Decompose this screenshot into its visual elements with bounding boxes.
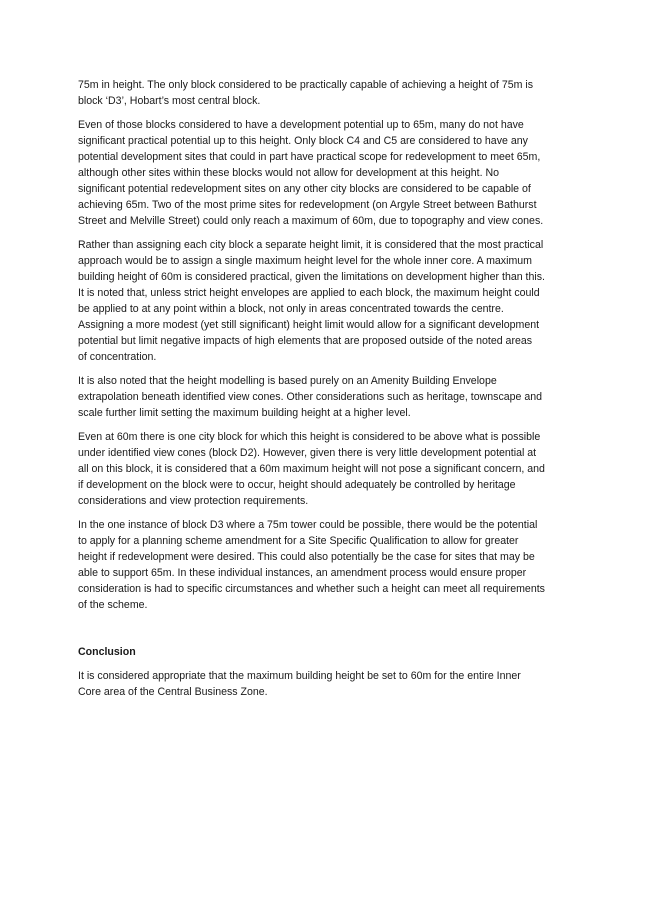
paragraph-block-d2 bbox=[78, 429, 578, 509]
text-line: extrapolation beneath identified view cones. Other considerations such as heritage, townscape and bbox=[78, 391, 543, 403]
text-line: scale further limit setting the maximum building height at a higher level. bbox=[78, 407, 411, 419]
text-line: although other sites within these blocks would not allow for development at this height. No bbox=[78, 167, 500, 179]
text-line: Even of those blocks considered to have a development potential up to 65m, many do not have bbox=[78, 119, 524, 131]
text-line: under identified view cones (block D2). However, given there is very little development potential at bbox=[78, 447, 537, 459]
paragraph-height-modelling bbox=[78, 373, 578, 421]
text-line: achieving 65m. Two of the most prime sites for redevelopment (on Argyle Street between Bathurst bbox=[78, 199, 537, 211]
text-line: potential development sites that could in part have practical scope for redevelopment to meet 65m, bbox=[78, 151, 541, 163]
text-line: of the scheme. bbox=[78, 599, 148, 611]
text-line: significant potential redevelopment sites on any other city blocks are considered to be capable of bbox=[78, 183, 531, 195]
text-line: able to support 65m. In these individual instances, an amendment process would ensure proper bbox=[78, 567, 527, 579]
conclusion-heading: Conclusion bbox=[78, 646, 136, 658]
text-line: of concentration. bbox=[78, 351, 157, 363]
text-line: In the one instance of block D3 where a 75m tower could be possible, there would be the potential bbox=[78, 519, 538, 531]
text-line: It is considered appropriate that the maximum building height be set to 60m for the entire Inner bbox=[78, 670, 521, 682]
text-line: significant practical potential up to this height. Only block C4 and C5 are considered to have any bbox=[78, 135, 528, 147]
text-line: Street and Melville Street) could only reach a maximum of 60m, due to topography and view cones. bbox=[78, 215, 544, 227]
text-line: to apply for a planning scheme amendment for a Site Specific Qualification to allow for greater bbox=[78, 535, 519, 547]
text-line: building height of 60m is considered practical, given the limitations on development higher than this. bbox=[78, 271, 545, 283]
text-line: Even at 60m there is one city block for which this height is considered to be above what is possible bbox=[78, 431, 541, 443]
paragraph-height-intro bbox=[78, 77, 578, 109]
text-line: It is noted that, unless strict height envelopes are applied to each block, the maximum height could bbox=[78, 287, 540, 299]
text-line: considerations and view protection requirements. bbox=[78, 495, 309, 507]
document-body bbox=[78, 77, 578, 708]
paragraph-single-height-limit bbox=[78, 237, 578, 365]
paragraph-block-d3-amendment bbox=[78, 517, 578, 613]
text-line: Core area of the Central Business Zone. bbox=[78, 686, 268, 698]
text-line: block ‘D3’, Hobart’s most central block. bbox=[78, 95, 261, 107]
text-line: potential but limit negative impacts of high elements that are proposed outside of the noted areas bbox=[78, 335, 533, 347]
text-line: Assigning a more modest (yet still significant) height limit would allow for a significant development bbox=[78, 319, 540, 331]
text-line: if development on the block were to occur, height should adequately be controlled by heritage bbox=[78, 479, 516, 491]
text-line: approach would be to assign a single maximum height level for the whole inner core. A maximum bbox=[78, 255, 532, 267]
paragraph-65m-potential bbox=[78, 117, 578, 229]
text-line: all on this block, it is considered that a 60m maximum height will not pose a significant concern, and bbox=[78, 463, 545, 475]
text-line: height if redevelopment were desired. This could also potentially be the case for sites that may be bbox=[78, 551, 535, 563]
text-line: Rather than assigning each city block a separate height limit, it is considered that the most practical bbox=[78, 239, 544, 251]
paragraph-conclusion bbox=[78, 668, 578, 700]
text-line: It is also noted that the height modelling is based purely on an Amenity Building Envelope bbox=[78, 375, 497, 387]
text-line: consideration is had to specific circumstances and whether such a height can meet all requirements bbox=[78, 583, 545, 595]
text-line: 75m in height. The only block considered to be practically capable of achieving a height of 75m is bbox=[78, 79, 534, 91]
text-line: be applied to at any point within a block, not only in areas concentrated towards the centre. bbox=[78, 303, 504, 315]
